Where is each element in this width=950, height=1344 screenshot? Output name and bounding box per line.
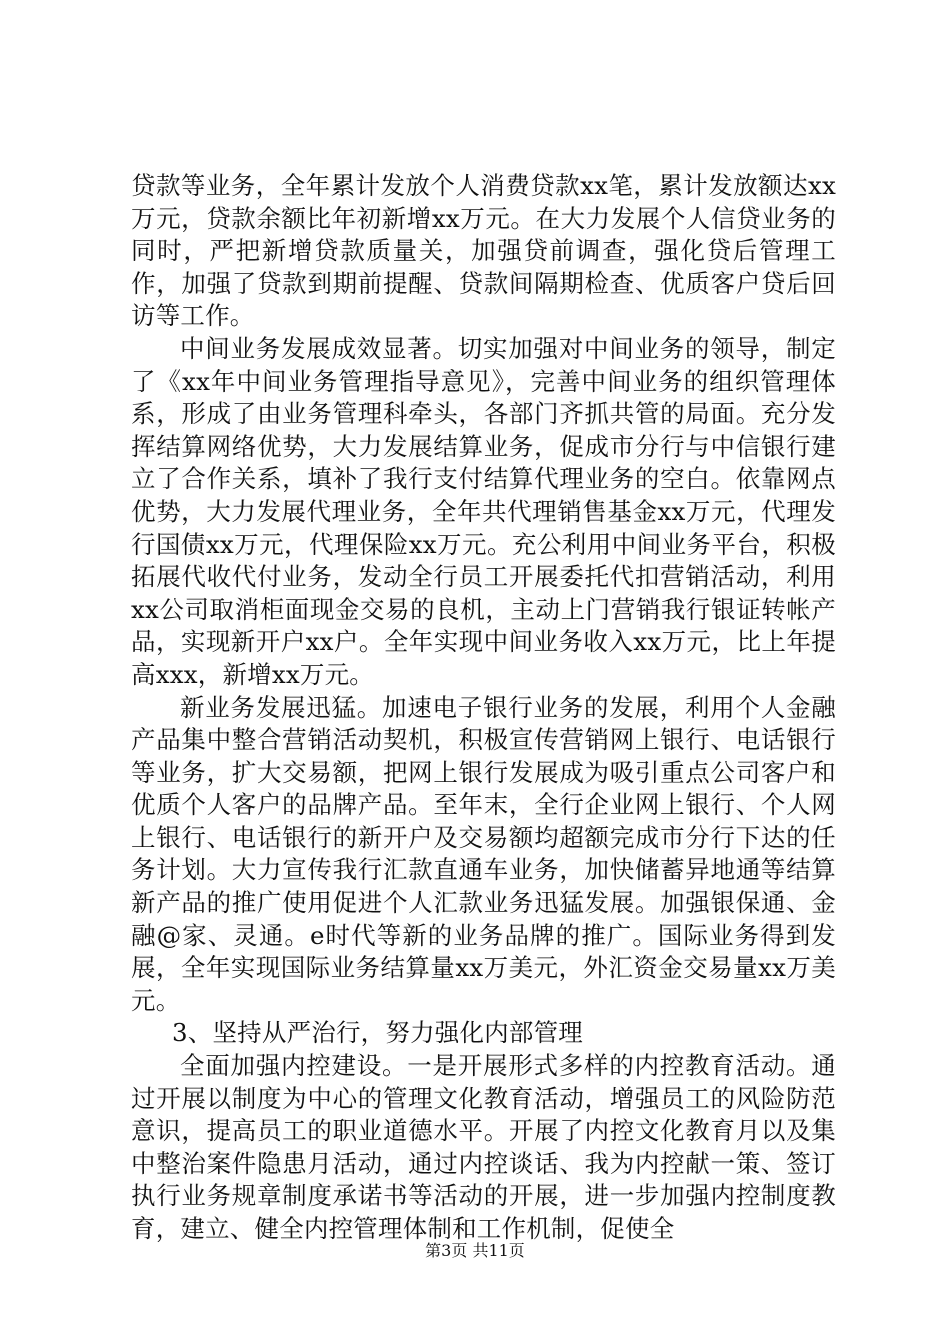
section-heading: 3、坚持从严治行，努力强化内部管理	[172, 1018, 583, 1048]
body-text	[131, 170, 836, 1246]
paragraph-internal-control: 全面加强内控建设。一是开展形式多样的内控教育活动。通过开展以制度为中心的管理文化教育活动，增强员工的风险防范意识，提高员工的职业道德水平。开展了内控文化教育月以及集中整治案件隐患月活动，通过内控谈话、我为内控献一策、签订执行业务规章制度承诺书等活动的开展，进一步加强内控制度教育，建立、健全内控管理体制和工作机制，促使全	[131, 1051, 836, 1243]
paragraph-continued: 贷款等业务，全年累计发放个人消费贷款xx笔，累计发放额达xx万元，贷款余额比年初新增xx万元。在大力发展个人信贷业务的同时，严把新增贷款质量关，加强贷前调查，强化贷后管理工作，加强了贷款到期前提醒、贷款间隔期检查、优质客户贷后回访等工作。	[131, 171, 836, 331]
paragraph-new-business: 新业务发展迅猛。加速电子银行业务的发展，利用个人金融产品集中整合营销活动契机，积极宣传营销网上银行、电话银行等业务，扩大交易额，把网上银行发展成为吸引重点公司客户和优质个人客户的品牌产品。至年末，全行企业网上银行、个人网上银行、电话银行的新开户及交易额均超额完成市分行下达的任务计划。大力宣传我行汇款直通车业务，加快储蓄异地通等结算新产品的推广使用促进个人汇款业务迅猛发展。加强银保通、金融@家、灵通。e时代等新的业务品牌的推广。国际业务得到发展，全年实现国际业务结算量xx万美元，外汇资金交易量xx万美元。	[131, 692, 836, 1015]
paragraph-intermediate-business: 中间业务发展成效显著。切实加强对中间业务的领导，制定了《xx年中间业务管理指导意见》，完善中间业务的组织管理体系，形成了由业务管理科牵头，各部门齐抓共管的局面。充分发挥结算网络优势，大力发展结算业务，促成市分行与中信银行建立了合作关系，填补了我行支付结算代理业务的空白。依靠网点优势，大力发展代理业务，全年共代理销售基金xx万元，代理发行国债xx万元，代理保险xx万元。充公利用中间业务平台，积极拓展代收代付业务，发动全行员工开展委托代扣营销活动，利用xx公司取消柜面现金交易的良机，主动上门营销我行银证转帐产品，实现新开户xx户。全年实现中间业务收入xx万元，比上年提高xxx，新增xx万元。	[131, 333, 836, 689]
page-number-footer: 第3页 共11页	[425, 1241, 525, 1260]
